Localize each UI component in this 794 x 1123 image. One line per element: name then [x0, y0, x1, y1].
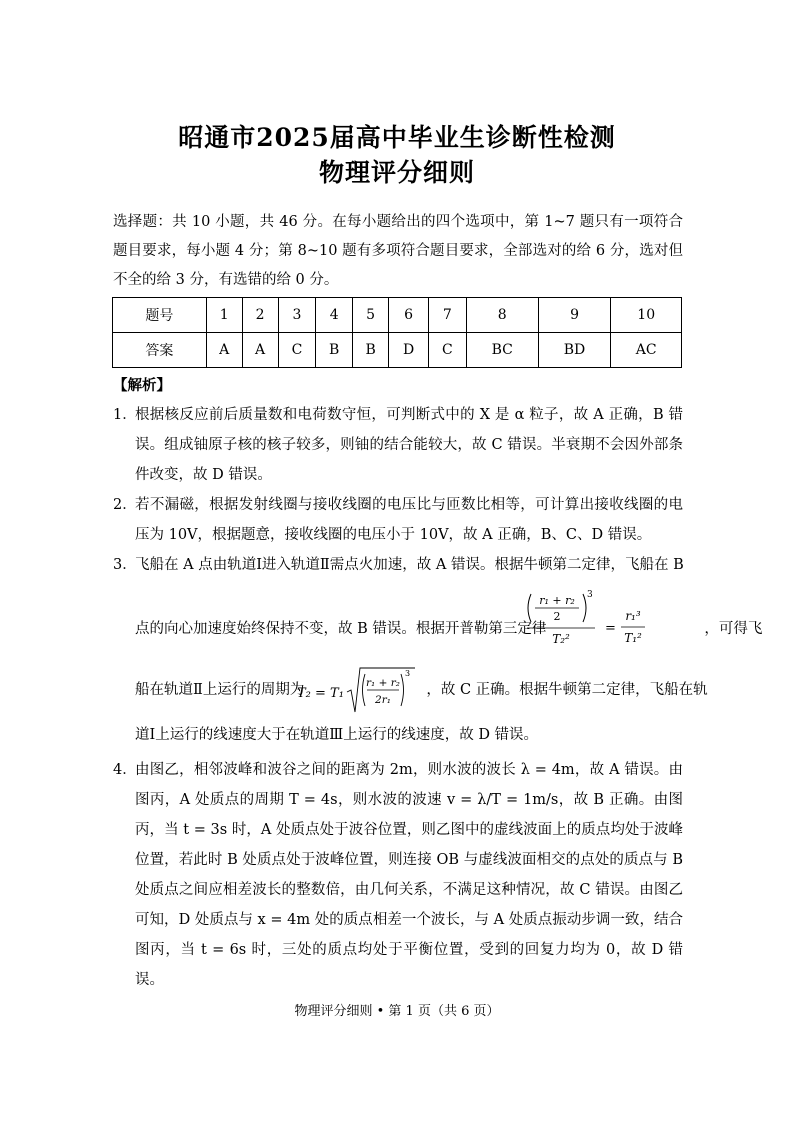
question-cell: 3 [278, 298, 316, 333]
document-title: 昭通市2025届高中毕业生诊断性检测 [178, 123, 616, 152]
question-cell: 5 [352, 298, 388, 333]
intro-paragraph: 选择题：共 10 小题，共 46 分。在每小题给出的四个选项中，第 1~7 题只有一项符合题目要求，每小题 4 分；第 8~10 题有多项符合题目要求，全部选对的给 6 分，选对但不全的给 3 分，有选错的给 0 分。 [113, 214, 683, 288]
document-subtitle: 物理评分细则 [318, 158, 475, 187]
question-cell: 4 [316, 298, 352, 333]
cube-exponent: 3 [587, 590, 593, 600]
cube-exponent: 3 [405, 669, 411, 678]
item-3-line-3-text: 船在轨道Ⅱ上运行的周期为 [135, 682, 305, 698]
kepler-two: 2 [553, 610, 561, 623]
analysis-item-2 [113, 490, 683, 550]
answer-table [112, 297, 682, 368]
period-numerator: r₁ + r₂ [366, 677, 400, 689]
equals-sign: = [605, 621, 616, 636]
question-cell: 7 [428, 298, 466, 333]
item-3-line-1: 飞船在 A 点由轨道Ⅰ进入轨道Ⅱ需点火加速，故 A 错误。根据牛顿第二定律，飞船在 B [135, 557, 684, 573]
kepler-denominator: T₂² [552, 632, 570, 646]
item-3-line-3-tail: ，故 C 正确。根据牛顿第二定律，飞船在轨 [426, 682, 708, 698]
answer-cell: B [316, 333, 352, 368]
question-cell: 6 [389, 298, 429, 333]
item-3-line-3 [135, 675, 708, 705]
kepler-formula [525, 590, 685, 648]
right-paren [583, 594, 586, 622]
answer-cell: C [428, 333, 466, 368]
left-paren [363, 674, 366, 706]
item-3-line-2-text: 点的向心加速度始终保持不变，故 B 错误。根据开普勒第三定律 [135, 621, 547, 637]
period-denominator: 2r₁ [375, 694, 391, 706]
item-text: 根据核反应前后质量数和电荷数守恒，可判断式中的 X 是 α 粒子，故 A 正确，B 错误。组成铀原子核的核子较多，则铀的结合能较大，故 C 错误。半衰期不会因外部条件改变，故 D 错误。 [135, 407, 683, 483]
item-number: 2． [113, 497, 137, 513]
answer-cell: AC [611, 333, 682, 368]
analysis-heading: 【解析】 [113, 377, 171, 394]
question-cell: 9 [538, 298, 611, 333]
answer-cell: BC [466, 333, 538, 368]
period-formula [297, 664, 417, 720]
answer-cell: D [389, 333, 429, 368]
item-text: 由图乙，相邻波峰和波谷之间的距离为 2m，则水波的波长 λ = 4m，故 A 错误。由图丙，A 处质点的周期 T = 4s，则水波的波速 v = λ/T = 1m/s，故 B 正确。由图丙，当 t = 3s 时，A 处质点处于波谷位置，则乙图中的虚线波面上的质点均处于波峰位置，若此时 B 处质点处于波峰位置，则连接 OB 与虚线波面相交的点处的质点与 B 处质点之间应相差波长的整数倍，由几何关系，不满足这种情况，故 C 错误。由图乙可知，D 处质点与 x = 4m 处的质点相差一个波长，与 A 处质点振动步调一致，结合图丙，当 t = 6s 时，三处的质点均处于平衡位置，受到的回复力均为 0，故 D 错误。 [135, 762, 683, 988]
row-label-answer: 答案 [113, 333, 207, 368]
question-cell: 2 [242, 298, 278, 333]
kepler-rhs-numerator: r₁³ [625, 609, 641, 623]
answer-cell: C [278, 333, 316, 368]
question-cell: 8 [466, 298, 538, 333]
answer-cell: B [352, 333, 388, 368]
answer-cell: BD [538, 333, 611, 368]
kepler-rhs-denominator: T₁² [624, 631, 642, 645]
item-text: 若不漏磁，根据发射线圈与接收线圈的电压比与匝数比相等，可计算出接收线圈的电压为 10V，根据题意，接收线圈的电压小于 10V，故 A 正确，B、C、D 错误。 [135, 497, 683, 543]
question-cell: 10 [611, 298, 682, 333]
answer-cell: A [242, 333, 278, 368]
page-footer: 物理评分细则 • 第 1 页（共 6 页） [294, 1004, 500, 1019]
analysis-item-4 [113, 755, 683, 995]
item-number: 1． [113, 407, 137, 423]
period-lhs: T₂ = T₁ [297, 686, 344, 701]
question-cell: 1 [206, 298, 242, 333]
item-number: 3． [113, 557, 137, 573]
kepler-sum: r₁ + r₂ [539, 594, 575, 607]
left-paren [528, 594, 531, 622]
right-paren [401, 674, 404, 706]
item-number: 4． [113, 762, 137, 778]
row-label-question: 题号 [113, 298, 207, 333]
analysis-item-1 [113, 400, 683, 490]
answer-cell: A [206, 333, 242, 368]
item-3-line-4: 道Ⅰ上运行的线速度大于在轨道Ⅲ上运行的线速度，故 D 错误。 [135, 727, 539, 743]
item-3-line-2-tail: ，可得飞 [704, 621, 763, 637]
question-row [113, 298, 682, 333]
answer-row [113, 333, 682, 368]
